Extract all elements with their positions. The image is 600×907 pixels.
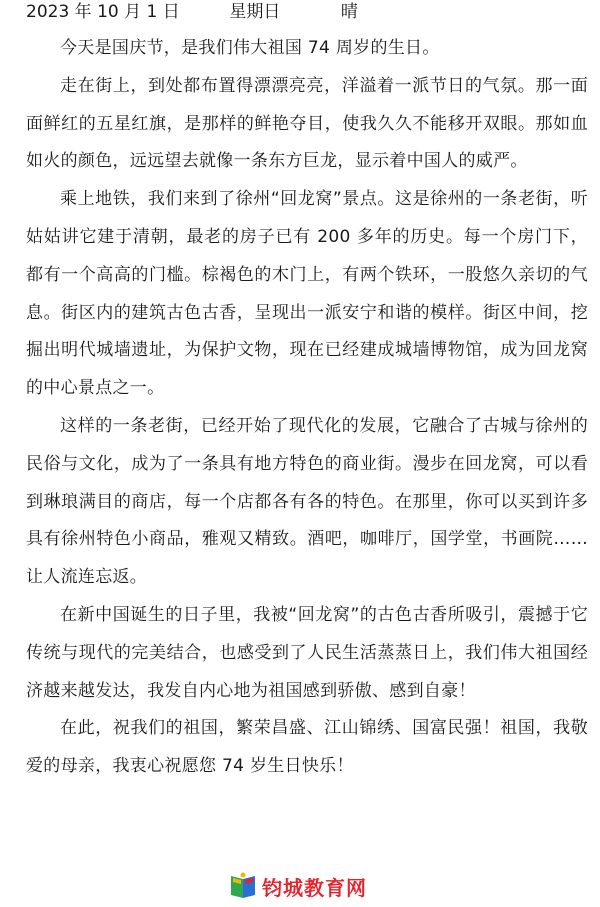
paragraph-3: 乘上地铁，我们来到了徐州“回龙窝”景点。这是徐州的一条老街，听姑姑讲它建于清朝，最老的房子已有 200 多年的历史。每一个房门下，都有一个高高的门槛。棕褐色的木门上，有两个铁环，一股悠久亲切的气息。街区内的建筑古色古香，呈现出一派安宁和谐的模样。街区中间，挖掘出明代城墙遗址，为保护文物，现在已经建成城墙博物馆，成为回龙窝的中心景点之一。 <box>26 189 588 399</box>
diary-weekday: 星期日 <box>229 2 281 22</box>
watermark <box>228 868 388 904</box>
paragraph-2: 走在街上，到处都布置得漂漂亮亮，洋溢着一派节日的气氛。那一面面鲜红的五星红旗，是那样的鲜艳夺目，使我久久不能移开双眼。那如血如火的颜色，远远望去就像一条东方巨龙，显示着中国人的威严。 <box>26 75 588 172</box>
paragraph-4: 这样的一条老街，已经开始了现代化的发展，它融合了古城与徐州的民俗与文化，成为了一条具有地方特色的商业街。漫步在回龙窝，可以看到琳琅满目的商店，每一个店都各有各的特色。在那里，你可以买到许多具有徐州特色小商品，雅观又精致。酒吧，咖啡厅，国学堂，书画院……让人流连忘返。 <box>26 415 588 588</box>
paragraph-5: 在新中国诞生的日子里，我被“回龙窝”的古色古香所吸引，震撼于它传统与现代的完美结合，也感受到了人民生活蒸蒸日上，我们伟大祖国经济越来越发达，我发自内心地为祖国感到骄傲、感到自豪！ <box>26 604 588 701</box>
paragraph-1: 今天是国庆节，是我们伟大祖国 74 周岁的生日。 <box>60 38 440 58</box>
book-logo-icon <box>228 871 258 901</box>
diary-body <box>26 30 588 786</box>
watermark-text: 钧城教育网 <box>262 875 367 900</box>
paragraph-6: 在此，祝我们的祖国，繁荣昌盛、江山锦绣、国富民强！祖国，我敬爱的母亲，我衷心祝愿您 74 岁生日快乐！ <box>26 718 588 777</box>
diary-header <box>26 0 358 26</box>
diary-date: 2023 年 10 月 1 日 <box>26 2 180 22</box>
diary-weather: 晴 <box>340 2 358 22</box>
